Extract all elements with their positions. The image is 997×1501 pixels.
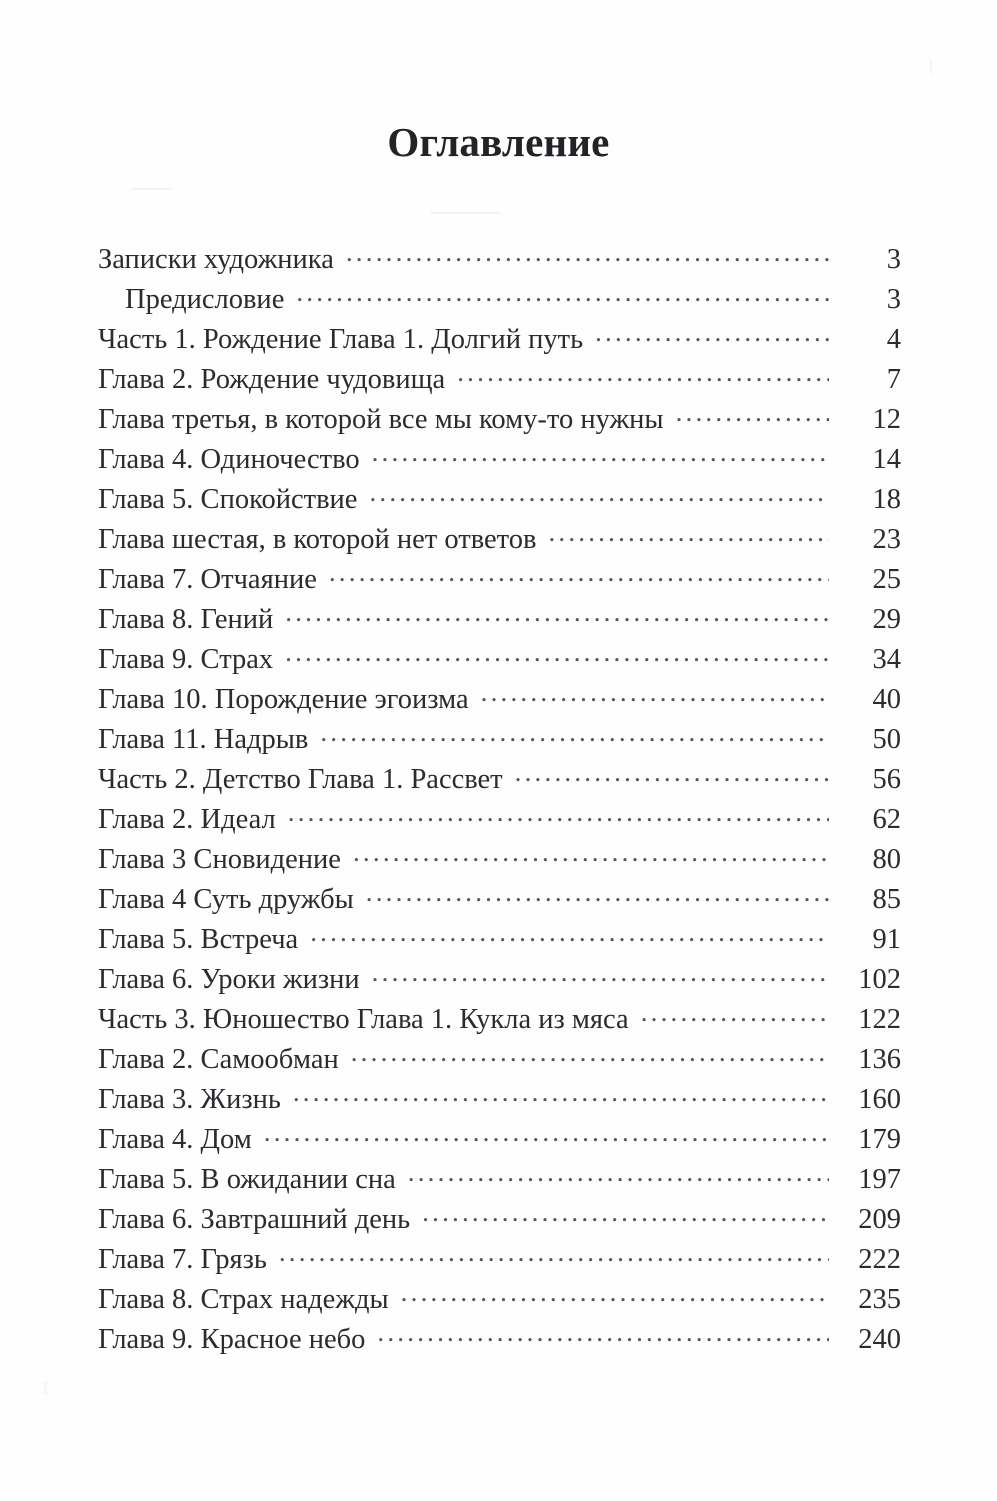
toc-entry[interactable] [98,1319,901,1359]
toc-entry-page-number: 56 [872,763,901,795]
toc-entry-page-number: 235 [858,1283,901,1315]
toc-entry[interactable] [98,919,901,959]
dot-leader [676,399,829,428]
dot-leader [351,1039,829,1068]
dot-leader [595,319,829,348]
toc-entry-title: Глава 9. Красное небо [98,1323,366,1355]
dot-leader [279,1239,829,1268]
toc-entry[interactable] [98,279,901,319]
toc-entry-title: Глава 9. Страх [98,643,274,675]
toc-entry[interactable] [98,959,901,999]
toc-entry-page-number: 14 [872,443,901,475]
toc-entry-page-number: 136 [858,1043,901,1075]
dot-leader [548,519,829,548]
toc-entry-title: Глава 4. Одиночество [98,443,360,475]
toc-entry-title: Глава 5. Встреча [98,923,299,955]
toc-entry-title: Глава 5. Спокойствие [98,483,358,515]
toc-entry[interactable] [98,759,901,799]
toc-entry[interactable] [98,1239,901,1279]
toc-entry-title: Глава 3. Жизнь [98,1083,281,1115]
toc-entry-title: Глава 7. Грязь [98,1243,267,1275]
dot-leader [457,359,829,388]
toc-entry[interactable] [98,1279,901,1319]
toc-entry-page-number: 18 [872,483,901,515]
toc-entry[interactable] [98,679,901,719]
dot-leader [329,559,829,588]
toc-entry-title: Глава шестая, в которой нет ответов [98,523,537,555]
toc-entry-title: Глава третья, в которой все мы кому-то нужны [98,403,664,435]
dot-leader [641,999,829,1028]
toc-entry[interactable] [98,719,901,759]
dot-leader [353,839,829,868]
toc-entry[interactable] [98,319,901,359]
toc-entry-title: Глава 2. Рождение чудовища [98,363,446,395]
toc-entry-title: Глава 7. Отчаяние [98,563,317,595]
toc-entry[interactable] [98,1119,901,1159]
dot-leader [264,1119,829,1148]
toc-entry-page-number: 62 [872,803,901,835]
dot-leader [285,639,829,668]
dot-leader [372,959,829,988]
toc-entry-page-number: 23 [872,523,901,555]
toc-entry-title: Глава 6. Завтрашний день [98,1203,411,1235]
toc-entry[interactable] [98,879,901,919]
scan-speckle [44,1382,47,1394]
toc-entry-page-number: 222 [858,1243,901,1275]
toc-entry-title: Глава 5. В ожидании сна [98,1163,396,1195]
toc-entry-page-number: 34 [872,643,901,675]
toc-entry[interactable] [98,1159,901,1199]
dot-leader [346,239,829,268]
toc-entry[interactable] [98,359,901,399]
scan-speckle [930,60,932,74]
toc-entry-title: Глава 4. Дом [98,1123,252,1155]
page-title: Оглавление [387,119,610,166]
toc-entry-title: Часть 1. Рождение Глава 1. Долгий путь [98,323,584,355]
toc-entry[interactable] [98,439,901,479]
dot-leader [515,759,829,788]
toc-entry[interactable] [98,999,901,1039]
toc-entry-page-number: 85 [872,883,901,915]
toc-entry-title: Глава 10. Порождение эгоизма [98,683,469,715]
toc-entry-title: Глава 11. Надрыв [98,723,309,755]
toc-entry-page-number: 160 [858,1083,901,1115]
toc-entry-page-number: 240 [858,1323,901,1355]
toc-entry-page-number: 209 [858,1203,901,1235]
scan-speckle [131,188,171,190]
toc-entry[interactable] [98,639,901,679]
dot-leader [408,1159,829,1188]
toc-entry-page-number: 102 [858,963,901,995]
dot-leader [369,479,829,508]
dot-leader [310,919,829,948]
dot-leader [296,279,829,308]
toc-entry-title: Часть 2. Детство Глава 1. Рассвет [98,763,503,795]
toc-entry-title: Глава 6. Уроки жизни [98,963,360,995]
dot-leader [481,679,829,708]
toc-entry-page-number: 50 [872,723,901,755]
toc-entry[interactable] [98,479,901,519]
toc-entry[interactable] [98,599,901,639]
toc-entry-title: Часть 3. Юношество Глава 1. Кукла из мяса [98,1003,629,1035]
dot-leader [293,1079,829,1108]
toc-entry-title: Глава 2. Самообман [98,1043,339,1075]
dot-leader [401,1279,829,1308]
dot-leader [285,599,829,628]
toc-entry-title: Глава 8. Гений [98,603,274,635]
toc-entry[interactable] [98,399,901,439]
toc-entry-title: Глава 3 Сновидение [98,843,341,875]
toc-entry[interactable] [98,519,901,559]
toc-entry-page-number: 3 [886,283,901,315]
toc-entry-page-number: 25 [872,563,901,595]
toc-entry-page-number: 3 [886,243,901,275]
toc-entry-page-number: 91 [872,923,901,955]
toc-entry-title: Записки художника [98,243,334,275]
toc-entry-title: Предисловие [125,283,285,315]
toc-entry[interactable] [98,839,901,879]
toc-entry-page-number: 29 [872,603,901,635]
toc-entry-page-number: 179 [858,1123,901,1155]
toc-entry[interactable] [98,1079,901,1119]
dot-leader [288,799,829,828]
dot-leader [422,1199,829,1228]
toc-entry-page-number: 122 [858,1003,901,1035]
dot-leader [377,1319,829,1348]
toc-entry-page-number: 197 [858,1163,901,1195]
table-of-contents-list [98,239,901,1359]
toc-entry[interactable] [98,1199,901,1239]
toc-entry[interactable] [98,1039,901,1079]
toc-entry-page-number: 80 [872,843,901,875]
toc-entry[interactable] [98,799,901,839]
scan-speckle [430,212,500,214]
toc-entry-page-number: 4 [886,323,901,355]
toc-entry[interactable] [98,239,901,279]
toc-entry-title: Глава 2. Идеал [98,803,276,835]
dot-leader [366,879,829,908]
toc-entry-page-number: 12 [872,403,901,435]
dot-leader [320,719,829,748]
toc-entry-page-number: 7 [886,363,901,395]
toc-entry-title: Глава 4 Суть дружбы [98,883,354,915]
toc-entry[interactable] [98,559,901,599]
toc-entry-page-number: 40 [872,683,901,715]
toc-entry-title: Глава 8. Страх надежды [98,1283,389,1315]
dot-leader [372,439,829,468]
